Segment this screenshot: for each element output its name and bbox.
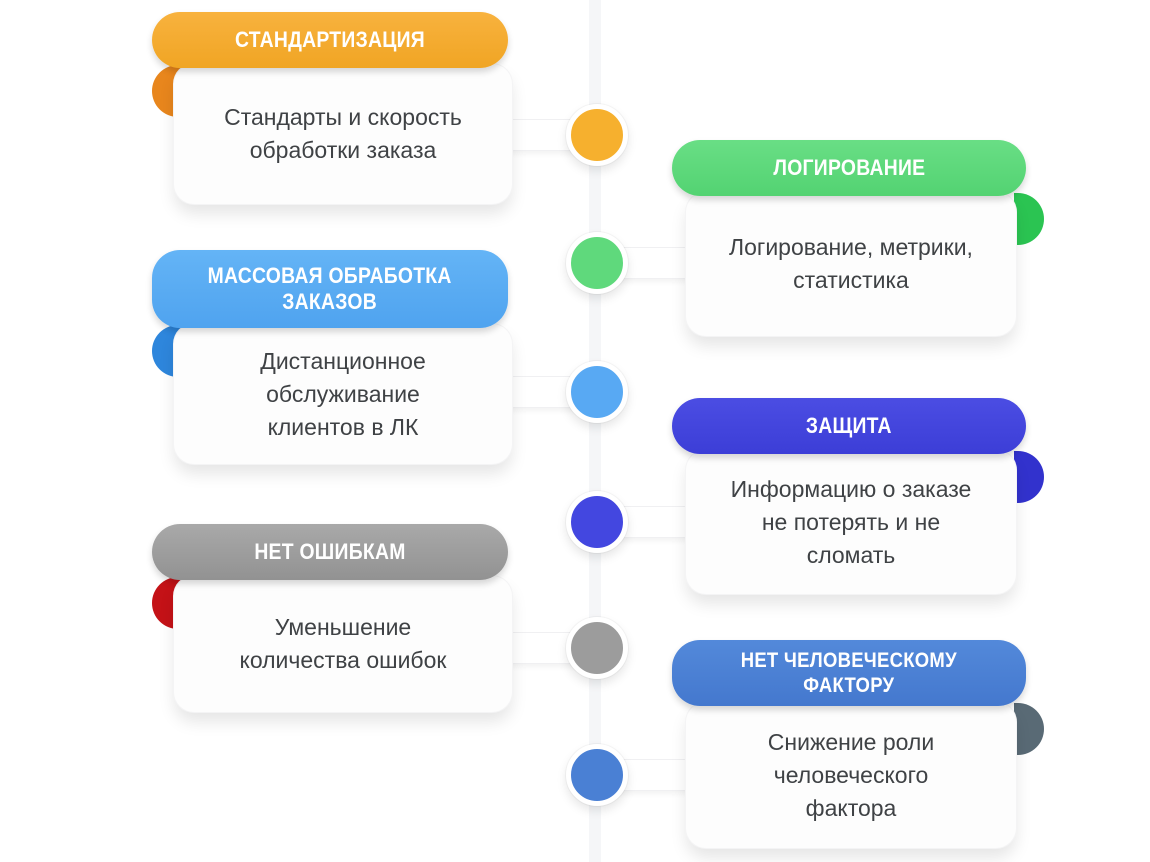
card-body-line: сломать: [806, 541, 896, 568]
card-body-line: клиентов в ЛК: [267, 413, 419, 440]
timeline-dot-mass-order-processing: [566, 361, 628, 423]
card-title: ЗАЩИТА: [806, 413, 892, 438]
card-body-line: Стандарты и скорость: [224, 104, 462, 130]
timeline-dot-protection: [566, 491, 628, 553]
timeline-dot-no-human-factor: [566, 744, 628, 806]
card-body-line: обработки заказа: [249, 137, 437, 163]
card-banner: [152, 12, 508, 68]
card-body: [686, 450, 1016, 594]
card-title: СТАНДАРТИЗАЦИЯ: [234, 27, 426, 52]
card-no-errors: [150, 524, 522, 716]
card-body: [686, 192, 1016, 336]
card-no-human-factor: [672, 640, 1044, 852]
ribbon-fold: [1014, 703, 1044, 755]
card-banner: [672, 140, 1026, 196]
card-body-line: Логирование, метрики,: [729, 234, 973, 260]
ribbon-fold: [1014, 451, 1044, 503]
card-body-line: Информацию о заказе: [730, 475, 972, 502]
card-banner: [672, 398, 1026, 454]
timeline-dot-logging: [566, 232, 628, 294]
card-body-line: Снижение роли: [767, 728, 935, 755]
card-body-line: фактора: [805, 794, 897, 821]
card-body: [686, 702, 1016, 848]
card-body: [174, 324, 512, 464]
card-mass-order-processing: [150, 250, 522, 468]
card-title: НЕТ ОШИБКАМ: [254, 539, 406, 564]
card-body: [174, 64, 512, 204]
card-body-line: не потерять и не: [761, 508, 941, 535]
timeline-dot-no-errors: [566, 617, 628, 679]
card-body-line: Дистанционное: [260, 347, 426, 374]
card-title: НЕТ ЧЕЛОВЕЧЕСКОМУ ФАКТОРУ: [740, 649, 958, 697]
card-body-line: Уменьшение: [274, 614, 412, 640]
card-body-line: статистика: [793, 267, 909, 293]
timeline-dot-standardization: [566, 104, 628, 166]
card-banner: [152, 250, 508, 328]
card-title: МАССОВАЯ ОБРАБОТКА ЗАКАЗОВ: [208, 263, 452, 314]
ribbon-fold: [1014, 193, 1044, 245]
card-banner: [152, 524, 508, 580]
card-standardization: [150, 12, 522, 208]
card-body-line: обслуживание: [266, 380, 420, 407]
card-banner: [672, 640, 1026, 706]
card-title: ЛОГИРОВАНИЕ: [773, 155, 925, 180]
card-protection: [672, 398, 1044, 598]
card-body-line: человеческого: [773, 761, 929, 788]
card-body: [174, 576, 512, 712]
card-body-line: количества ошибок: [239, 647, 447, 673]
card-logging: [672, 140, 1044, 340]
